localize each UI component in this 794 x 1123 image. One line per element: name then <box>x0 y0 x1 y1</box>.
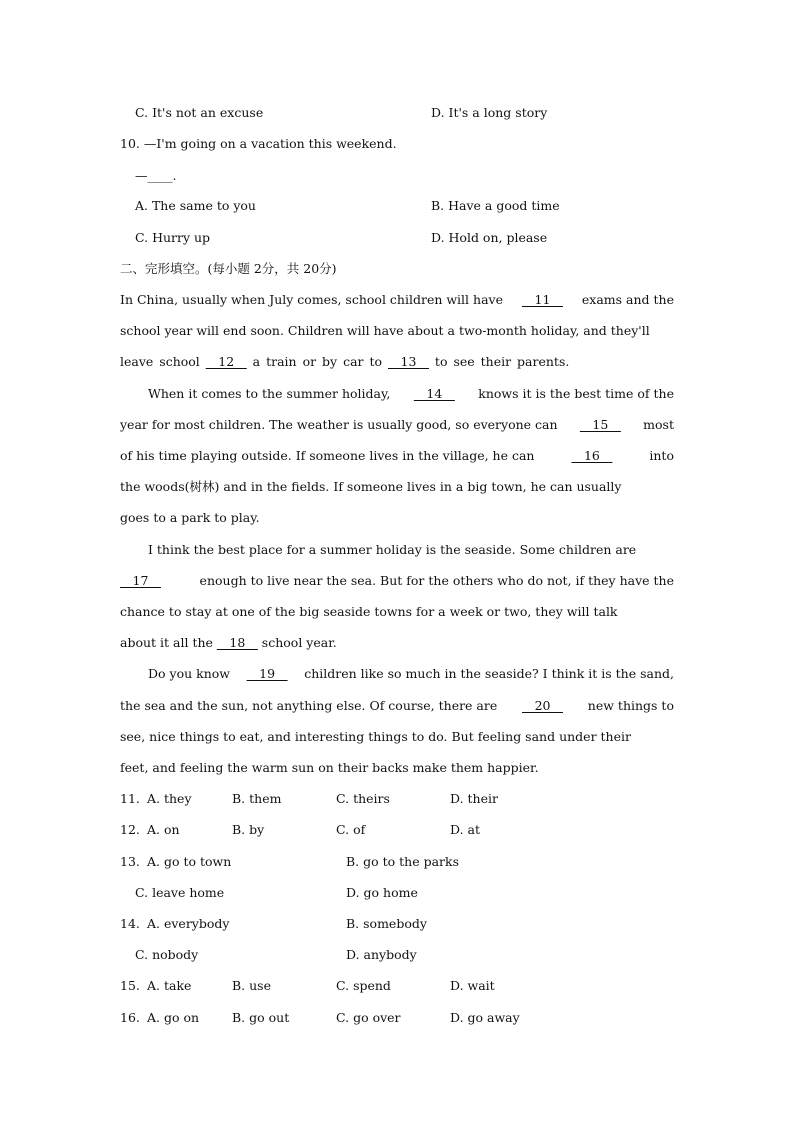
q10-reply: —____. <box>135 168 177 183</box>
option-c: C. theirs <box>336 791 390 806</box>
option-d: D. their <box>450 791 498 806</box>
option-a: A. they <box>147 791 192 806</box>
q9-option-d: D. It's a long story <box>431 105 548 120</box>
blank-15: __15__ <box>579 417 621 432</box>
passage-line: school year will end soon. Children will have about a two-month holiday, and they'll <box>120 323 650 338</box>
passage-line: leave school __12__ a train or by car to __13__ to see their parents. <box>120 354 570 369</box>
blank-17: __17__ <box>120 573 161 588</box>
option-b: B. go to the parks <box>346 854 460 869</box>
passage-line: chance to stay at one of the big seaside towns for a week or two, they will talk <box>120 604 618 619</box>
q10-option-a: A. The same to you <box>135 198 256 213</box>
blank-19: __19__ <box>246 666 288 681</box>
section-heading: 二、完形填空。(每小题 2分，共 20分) <box>120 261 337 276</box>
option-b: B. them <box>232 791 282 806</box>
blank-13: __13__ <box>388 354 429 369</box>
blank-12: __12__ <box>205 354 247 369</box>
option-b: B. go out <box>232 1010 290 1025</box>
option-d: D. go away <box>450 1010 520 1025</box>
option-c: C. of <box>336 822 366 837</box>
option-a: A. go on <box>147 1010 200 1025</box>
option-a: A. everybody <box>147 916 230 931</box>
option-b: B. by <box>232 822 265 837</box>
option-c: C. go over <box>336 1010 401 1025</box>
passage-line: see, nice things to eat, and interesting things to do. But feeling sand under their <box>120 729 631 744</box>
q10-stem: 10. —I'm going on a vacation this weekend. <box>120 136 397 151</box>
passage-line: of his time playing outside. If someone lives in the village, he can __16__ into <box>120 448 674 463</box>
blank-11: __11__ <box>522 292 563 307</box>
option-a: A. take <box>147 978 192 993</box>
option-a: A. go to town <box>147 854 232 869</box>
option-b: B. use <box>232 978 271 993</box>
passage-line: goes to a park to play. <box>120 510 260 525</box>
passage-line: I think the best place for a summer holiday is the seaside. Some children are <box>148 542 637 557</box>
passage-line: In China, usually when July comes, school children will have __11__ exams and the <box>120 292 674 307</box>
passage-line: When it comes to the summer holiday, __14__ knows it is the best time of the <box>148 386 674 401</box>
option-c: C. spend <box>336 978 391 993</box>
passage-line: __17__ enough to live near the sea. But for the others who do not, if they have the <box>120 573 674 588</box>
blank-14: __14__ <box>413 386 455 401</box>
blank-20: __20__ <box>522 698 563 713</box>
passage-line: Do you know __19__ children like so much in the seaside? I think it is the sand, <box>148 666 674 681</box>
passage-line: about it all the __18__ school year. <box>120 635 337 650</box>
q10-option-c: C. Hurry up <box>135 230 211 245</box>
q9-option-c: C. It's not an excuse <box>135 105 264 120</box>
passage-line: the sea and the sun, not anything else. Of course, there are __20__ new things to <box>120 698 674 713</box>
option-d: D. anybody <box>346 947 417 962</box>
option-a: A. on <box>147 822 180 837</box>
q10-option-d: D. Hold on, please <box>431 230 548 245</box>
passage-line: the woods(树林) and in the fields. If someone lives in a big town, he can usually <box>120 479 622 494</box>
option-c: C. leave home <box>135 885 225 900</box>
q10-option-b: B. Have a good time <box>431 198 560 213</box>
option-c: C. nobody <box>135 947 199 962</box>
option-d: D. go home <box>346 885 418 900</box>
passage-line: year for most children. The weather is usually good, so everyone can __15__ most <box>120 417 674 432</box>
passage-line: feet, and feeling the warm sun on their backs make them happier. <box>120 760 539 775</box>
option-d: D. wait <box>450 978 495 993</box>
blank-18: __18__ <box>216 635 258 650</box>
blank-16: __16__ <box>571 448 613 463</box>
option-b: B. somebody <box>346 916 427 931</box>
option-d: D. at <box>450 822 480 837</box>
